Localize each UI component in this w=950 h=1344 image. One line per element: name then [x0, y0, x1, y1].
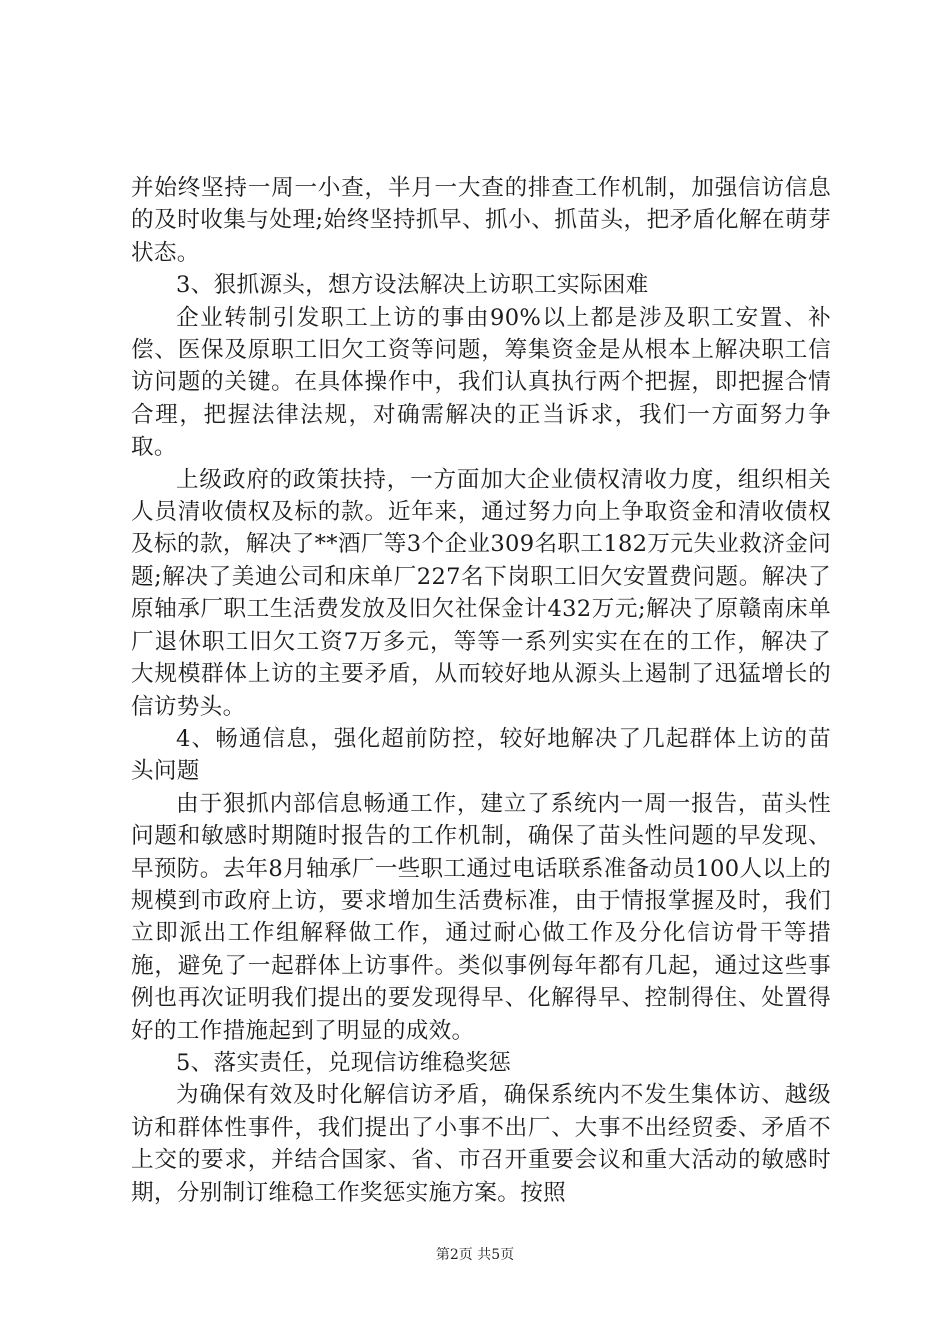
paragraph: 由于狠抓内部信息畅通工作，建立了系统内一周一报告，苗头性问题和敏感时期随时报告的工作机制，确保了苗头性问题的早发现、早预防。去年8月轴承厂一些职工通过电话联系准备动员100人以上的规模到市政府上访，要求增加生活费标准，由于情报掌握及时，我们立即派出工作组解释做工作，通过耐心做工作及分化信访骨干等措施，避免了一起群体上访事件。类似事例每年都有几起，通过这些事例也再次证明我们提出的要发现得早、化解得早、控制得住、处置得好的工作措施起到了明显的成效。: [131, 790, 831, 1044]
document-body: [131, 172, 831, 1209]
paragraph: 为确保有效及时化解信访矛盾，确保系统内不发生集体访、越级访和群体性事件，我们提出了小事不出厂、大事不出经贸委、矛盾不上交的要求，并结合国家、省、市召开重要会议和重大活动的敏感时期，分别制订维稳工作奖惩实施方案。按照: [131, 1082, 831, 1206]
page-number-footer: 第2页 共5页: [435, 1247, 515, 1263]
section-heading-3: 3、狠抓源头，想方设法解决上访职工实际困难: [176, 272, 649, 299]
paragraph: 上级政府的政策扶持，一方面加大企业债权清收力度，组织相关人员清收债权及标的款。近年来，通过努力向上争取资金和清收债权及标的款，解决了**酒厂等3个企业309名职工182万元失业救济金问题;解决了美迪公司和床单厂227名下岗职工旧欠安置费问题。解决了原轴承厂职工生活费发放及旧欠社保金计432万元;解决了原赣南床单厂退休职工旧欠工资7万多元，等等一系列实实在在的工作，解决了大规模群体上访的主要矛盾，从而较好地从源头上遏制了迅猛增长的信访势头。: [131, 466, 831, 720]
paragraph-continued: 并始终坚持一周一小查，半月一大查的排查工作机制，加强信访信息的及时收集与处理;始终坚持抓早、抓小、抓苗头，把矛盾化解在萌芽状态。: [131, 175, 831, 266]
section-heading-5: 5、落实责任，兑现信访维稳奖惩: [176, 1049, 512, 1076]
paragraph: 企业转制引发职工上访的事由90%以上都是涉及职工安置、补偿、医保及原职工旧欠工资等问题，筹集资金是从根本上解决职工信访问题的关键。在具体操作中，我们认真执行两个把握，即把握合情合理，把握法律法规，对确需解决的正当诉求，我们一方面努力争取。: [131, 304, 831, 461]
section-heading-4: 4、畅通信息，强化超前防控，较好地解决了几起群体上访的苗头问题: [131, 725, 831, 785]
